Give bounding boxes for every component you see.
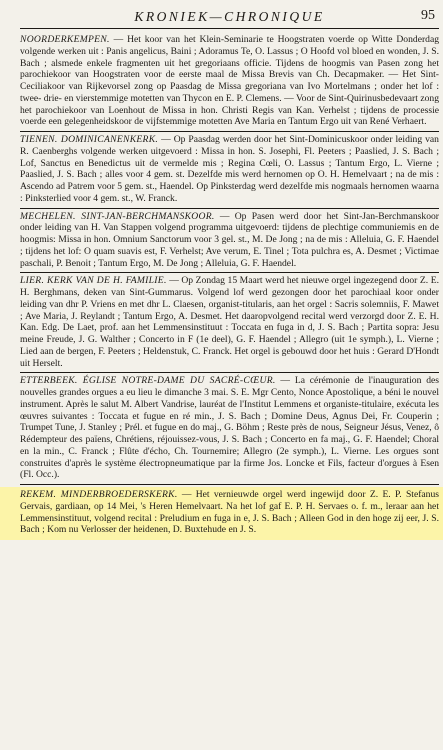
page-number: 95	[421, 8, 435, 23]
entry-title: NOORDERKEMPEN.	[20, 34, 110, 45]
entry-title: TIENEN. DOMINICANENKERK.	[20, 134, 159, 145]
divider	[20, 208, 439, 209]
entry-rekem	[20, 489, 439, 536]
page-header	[20, 0, 439, 30]
entry-text: — Op Paasdag werden door het Sint-Dominicuskoor onder leiding van R. Caenberghs volgende werken uitgevoerd : Missa in hon. S. Josephi, Fl. Peeters ; Paaslied, J. S. Bach ; Lof, Sanctus en Benedictus uit de vermelde mis ; Regina Cœli, O. Lassus ; Tantum Ergo, L. Vierne ; Paaslied, J. S. Bach ; alles voor 4 gem. st. Dezelfde mis werd hernomen op O. H. Hemelvaart ; na de mis : Ascendo ad Patrem voor 5 gem. st., Haendel. Op Pinksterdag werd dezelfde mis nogmaals hernomen waarna : Pinksterlied voor 4 gem. st., W. Franck.	[20, 134, 439, 204]
divider	[20, 272, 439, 273]
entry-lier	[20, 275, 439, 369]
entry-title: LIER. KERK VAN DE H. FAMILIE.	[20, 275, 167, 287]
divider	[20, 372, 439, 373]
running-title: KRONIEK—CHRONIQUE	[134, 9, 325, 24]
divider	[20, 131, 439, 132]
entry-mechelen	[20, 211, 439, 270]
entry-text: — La cérémonie de l'inauguration des nouvelles grandes orgues a eu lieu le dimanche 3 mai. S. E. Mgr Cento, Nonce Apostolique, a béni le nouvel instrument. Après le salut M. Albert Vandrise, lauréat de l'Institut Lemmens et organiste-titulaire, exécuta les œuvres suivantes : Toccata et fugue en ré min., J. S. Bach ; Domine Deus, Agnus Dei, Fr. Couperin ; Trumpet Tune, J. Stanley ; Prél. et fugue en do maj., G. Böhm ; Reste près de nous, Seigneur Jésus, Venez, ô Rédempteur des païens, Chrétiens, réjouissez-vous, J. S. Bach ; Concerto en fa maj., G. F. Haendel; Choral en la min., C. Franck ; Flûte d'écho, Ch. Tournemire; Allegro (2e symph.), L. Vierne. Les orgues sont construites d'après le système électropneumatique par la firme Jos. Loncke et Fils, facteur d'orgues à Esen (Fl. Occ.).	[20, 375, 439, 481]
entry-title: REKEM. MINDERBROEDERSKERK.	[20, 489, 178, 500]
entry-title: ETTERBEEK. ÉGLISE NOTRE-DAME DU SACRÉ-CŒUR.	[20, 375, 276, 387]
entry-text: — Het vernieuwde orgel werd ingewijd door Z. E. P. Stefanus Gervais, gardiaan, op 14 Mei, 's Heren Hemelvaart. Na het lof gaf E. P. H. Servaes o. f. m., leraar aan het Lemmensinstituut, volgend recital : Preludium en fuga in e, J. S. Bach ; Alleen God in den hoge zij eer, J. S. Bach ; Kom nu Verlosser der heidenen, D. Buxtehude en J. S.	[20, 489, 439, 536]
entry-title: MECHELEN. SINT-JAN-BERCHMANSKOOR.	[20, 210, 215, 222]
entry-text: — Het koor van het Klein-Seminarie te Hoogstraten voerde op Witte Donderdag volgende werken uit : Panis angelicus, Baini ; Adoramus Te, O. Lassus ; O Hoofd vol bloed en wonden, J. S. Bach ; alsmede enkele fragmenten uit het gregoriaans officie. Tijdens de hoogmis van Pasen zong het parochiekoor van Hoogstraten voor de eerste maal de Missa Brevis van Ch. Decapmaker. — Het Sint-Ceciliakoor van Rijkevorsel zong op Paasdag de Missa gregoriana van Ivo Mortelmans ; onder het lof : twee- drie- en vierstemmige motetten van Thycon en E. P. Clemens. — Voor de Sint-Quirinusbedevaart zong het parochiekoor van Loenhout de Missa in hon. Christi Regis van Kan. Verhelst ; tijdens de processie voerde een gelegenheidskoor de vijfstemmige motetten Ave Maria en Tantum Ergo uit van René Verhaert.	[20, 34, 439, 128]
entry-text: — Op Pasen werd door het Sint-Jan-Berchmanskoor onder leiding van H. Van Stappen volgend programma uitgevoerd: tijdens de plechtige communiemis en de hoogmis: Missa in hon. Omnium Sanctorum voor 3 gel. st., M. De Jong ; na de mis : Alleluia, G. F. Haendel ; tijdens het lof: O quam suavis est, F. Verhelst; Ave verum, E. Tinel ; Tota pulchra es, A. Desmet ; Victimae paschali, P. Benoit ; Tantum Ergo, M. De Jong ; Alleluia, G. F. Haendel.	[20, 210, 439, 269]
header-rule	[20, 28, 439, 29]
highlighted-entry	[0, 487, 443, 540]
entry-etterbeek	[20, 375, 439, 481]
entry-noorderkempen	[20, 34, 439, 128]
entry-text: — Op Zondag 15 Maart werd het nieuwe orgel ingezegend door Z. E. H. Berghmans, deken van Sint-Gummarus. Volgend lof werd gezongen door het parochiaal koor onder leiding van dhr P. Vriens en met dhr L. Claesen, organist-titularis, aan het orgel : Sacris solemniis, F. Mawet ; Ave Maria, J. Reylandt ; Tantum Ergo, A. Desmet. Het daaropvolgend recital werd verzorgd door Z. E. H. Kan. Edg. De Laet, prof. aan het Lemmensinstituut : Toccata en fuga in d, J. S. Bach ; Partita sopra: Jesu meine Freude, J. G. Walther ; Concerto in F (1e deel), G. F. Haendel ; Allegro (uit 1e symph.), L. Vierne ; Lied aan de bergen, F. Peeters ; Heldenstuk, C. Franck. Het orgel is gebouwd door het huis : Gerard D'Hondt uit Herselt.	[20, 275, 439, 369]
divider	[20, 484, 439, 485]
entry-tienen	[20, 134, 439, 205]
